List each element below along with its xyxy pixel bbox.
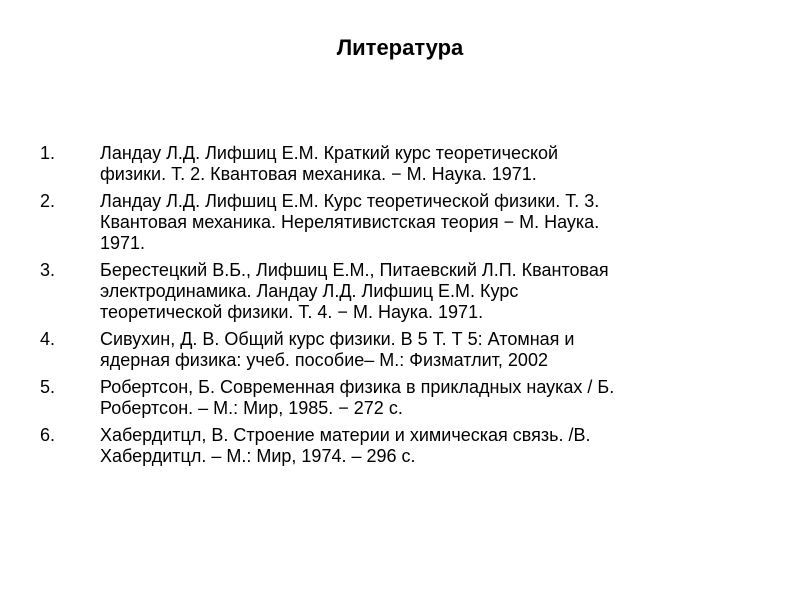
reference-item (40, 260, 760, 323)
reference-item (40, 329, 760, 371)
reference-number: 4. (40, 329, 56, 349)
page-title: Литература (336, 35, 464, 60)
reference-number: 6. (40, 425, 56, 445)
reference-item (40, 377, 760, 419)
reference-line: Ландау Л.Д. Лифшиц Е.М. Краткий курс теоретической (100, 143, 559, 163)
reference-line: Сивухин, Д. В. Общий курс физики. В 5 Т. Т 5: Атомная и (100, 329, 575, 349)
reference-number: 1. (40, 143, 56, 163)
reference-list (40, 143, 760, 473)
reference-line: электродинамика. Ландау Л.Д. Лифшиц Е.М. Курс (100, 281, 519, 301)
reference-line: физики. Т. 2. Квантовая механика. − М. Наука. 1971. (100, 164, 537, 184)
reference-line: Ландау Л.Д. Лифшиц Е.М. Курс теоретической физики. Т. 3. (100, 191, 600, 211)
reference-item (40, 143, 760, 185)
reference-item (40, 191, 760, 254)
reference-line: теоретической физики. Т. 4. − М. Наука. 1971. (100, 302, 484, 322)
reference-line: Квантовая механика. Нерелятивистская теория − М. Наука. (100, 212, 600, 232)
reference-text (100, 377, 760, 419)
reference-item (40, 425, 760, 467)
reference-line: ядерная физика: учеб. пособие– М.: Физматлит, 2002 (100, 350, 548, 370)
reference-number: 2. (40, 191, 56, 211)
reference-line: Робертсон. – М.: Мир, 1985. − 272 с. (100, 398, 403, 418)
reference-number: 5. (40, 377, 56, 397)
reference-text (100, 260, 760, 323)
reference-line: Робертсон, Б. Современная физика в прикладных науках / Б. (100, 377, 615, 397)
reference-line: Берестецкий В.Б., Лифшиц Е.М., Питаевский Л.П. Квантовая (100, 260, 609, 280)
reference-line: Хабердитцл. – М.: Мир, 1974. – 296 с. (100, 446, 416, 466)
reference-line: 1971. (100, 233, 146, 253)
reference-text (100, 425, 760, 467)
reference-number: 3. (40, 260, 56, 280)
reference-text (100, 191, 760, 254)
reference-line: Хабердитцл, В. Строение материи и химическая связь. /В. (100, 425, 591, 445)
reference-text (100, 329, 760, 371)
reference-text (100, 143, 760, 185)
